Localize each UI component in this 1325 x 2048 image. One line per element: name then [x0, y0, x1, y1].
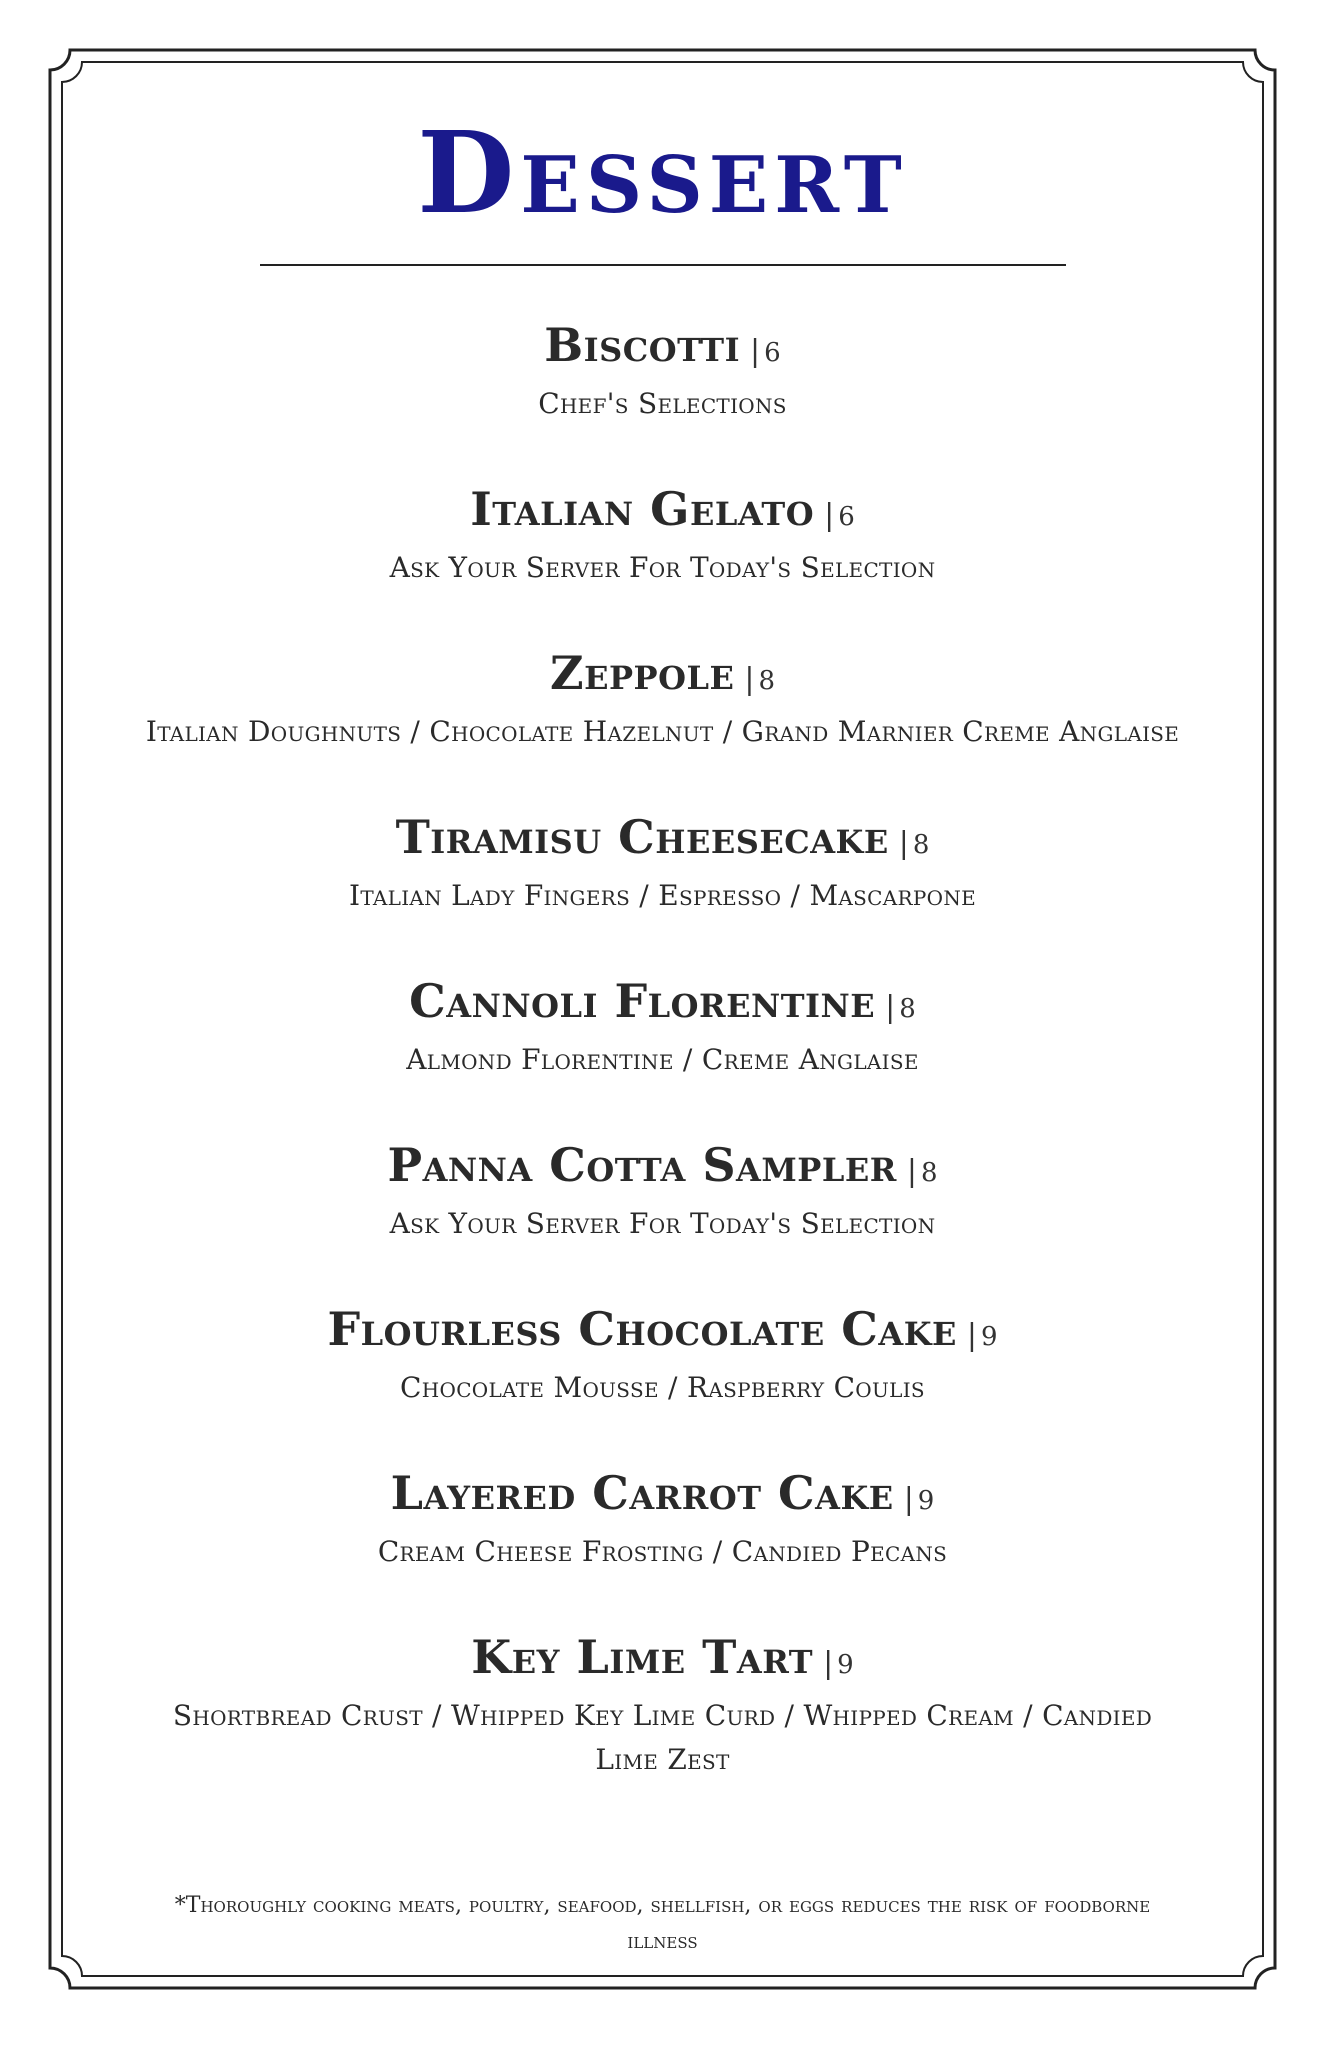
- menu-item-header: [140, 810, 1185, 866]
- menu-item-header: [140, 1466, 1185, 1522]
- menu-item-name: Flourless Chocolate Cake: [327, 1302, 957, 1356]
- menu-content: [140, 108, 1185, 1842]
- menu-item-name: Key Lime Tart: [471, 1630, 814, 1684]
- menu-item: [140, 810, 1185, 918]
- menu-item-price: 6: [764, 338, 781, 368]
- menu-item-header: [140, 1138, 1185, 1194]
- menu-item-description: Chocolate Mousse / Raspberry Coulis: [400, 1371, 925, 1404]
- menu-item-price: 8: [758, 666, 776, 696]
- menu-item-name: Italian Gelato: [470, 482, 815, 536]
- menu-item: [140, 1138, 1185, 1246]
- menu-item-description: Ask Your Server For Today's Selection: [389, 1207, 936, 1240]
- menu-item-price: 6: [838, 502, 855, 532]
- menu-item-header: [140, 974, 1185, 1030]
- menu-item-price: 9: [981, 1322, 998, 1352]
- menu-item-price: 8: [912, 830, 930, 860]
- menu-item-description: Shortbread Crust / Whipped Key Lime Curd / Whipped Cream / Candied Lime Zest: [172, 1699, 1153, 1776]
- price-separator: |: [885, 990, 896, 1025]
- menu-item-header: [140, 482, 1185, 538]
- menu-item-description: Cream Cheese Frosting / Candied Pecans: [377, 1535, 948, 1568]
- menu-item-description: Italian Doughnuts / Chocolate Hazelnut / Grand Marnier Creme Anglaise: [145, 715, 1180, 748]
- menu-item-name: Zeppole: [549, 646, 735, 700]
- menu-item-name: Panna Cotta Sampler: [387, 1138, 897, 1192]
- menu-title: Dessert: [417, 108, 908, 239]
- price-separator: |: [744, 662, 755, 697]
- price-separator: |: [750, 334, 761, 369]
- menu-item: [140, 1466, 1185, 1574]
- menu-item-description: Almond Florentine / Creme Anglaise: [406, 1043, 919, 1076]
- menu-item-name: Cannoli Florentine: [409, 974, 876, 1028]
- menu-item-price: 8: [899, 994, 916, 1024]
- health-footnote: *Thoroughly cooking meats, poultry, seafood, shellfish, or eggs reduces the risk of foodborne illness: [174, 1893, 1151, 1954]
- price-separator: |: [823, 1646, 834, 1681]
- price-separator: |: [966, 1318, 978, 1353]
- price-separator: |: [906, 1154, 917, 1189]
- menu-item-price: 9: [837, 1650, 854, 1680]
- title-divider: [260, 264, 1066, 266]
- price-separator: |: [824, 498, 835, 533]
- menu-item-name: Tiramisu Cheesecake: [395, 810, 889, 864]
- menu-item-price: 9: [917, 1486, 935, 1516]
- menu-item-description: Ask Your Server For Today's Selection: [389, 551, 936, 584]
- menu-items-list: [140, 318, 1185, 1782]
- menu-item: [140, 646, 1185, 754]
- menu-item-description: Chef's Selections: [538, 387, 787, 420]
- menu-item-price: 8: [920, 1158, 938, 1188]
- price-separator: |: [898, 826, 909, 861]
- price-separator: |: [903, 1482, 914, 1517]
- menu-item-header: [140, 646, 1185, 702]
- menu-item-name: Layered Carrot Cake: [390, 1466, 894, 1520]
- menu-item-header: [140, 1302, 1185, 1358]
- menu-item: [140, 318, 1185, 426]
- menu-item-header: [140, 1630, 1185, 1686]
- menu-item-description: Italian Lady Fingers / Espresso / Mascarpone: [348, 879, 977, 912]
- menu-item-header: [140, 318, 1185, 374]
- menu-item: [140, 974, 1185, 1082]
- menu-item-name: Biscotti: [544, 318, 741, 372]
- menu-item: [140, 1630, 1185, 1782]
- menu-item: [140, 482, 1185, 590]
- menu-item: [140, 1302, 1185, 1410]
